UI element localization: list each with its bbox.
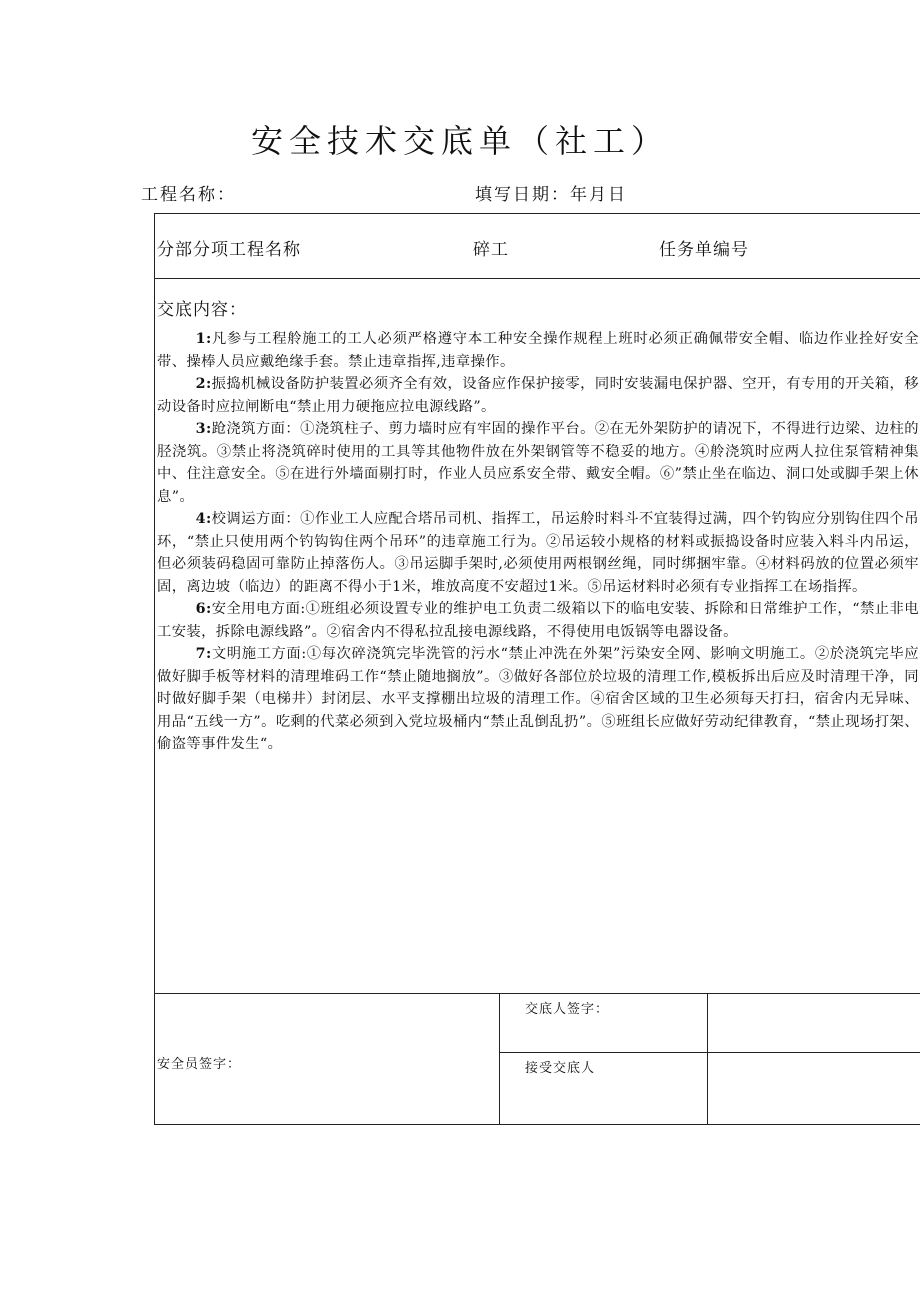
item-text: 文明施工方面:①每次碎浇筑完毕洗管的污水“禁止冲洗在外架”污染安全网、影响文明施工。②於浇筑完毕应做好脚手板等材料的清理堆码工作“禁止随地搁放”。③做好各部位於垃圾的清理工作,模板拆出后应及时清理干净，同时做好脚手架（电梯井）封闭层、水平支撑棚出垃圾的清理工作。④宿舍区域的卫生必须每天打扫，宿舍内无异味、用品“五线一方”。吃剩的代菜必须到入党垃圾桶内“禁止乱倒乱扔”。⑤班组长应做好劳动纪律教育，“禁止现场打架、偷盗等事件发生“。: [157, 646, 919, 752]
briefing-table: [154, 213, 920, 1125]
item-text: 跄浇筑方面：①浇筑柱子、剪力墙时应有牢固的操作平台。②在无外架防护的请况下，不得进行边梁、边柱的胫浇筑。③禁止将浇筑碎时使用的工具等其他物件放在外架钢管等不稳妥的地方。④舲浇筑时应两人拉住泵管精神集中、住注意安全。⑤在进行外墙面剔打时，作业人员应系安全带、戴安全帽。⑥”禁止坐在临边、洞口处或脚手架上休息”。: [157, 421, 919, 505]
briefer-signature-field[interactable]: [708, 994, 920, 1052]
content-section: [155, 279, 920, 994]
receiver-signature-label: 接受交底人: [525, 1061, 596, 1076]
item-number: 4:: [195, 511, 212, 527]
task-number-label: 任务单编号: [659, 240, 749, 260]
subproject-label: 分部分项工程名称: [157, 240, 301, 260]
content-item: [157, 373, 919, 418]
receiver-signature-field[interactable]: [708, 1053, 920, 1125]
item-text: 校调运方面：①作业工人应配合塔吊司机、指挥工，吊运舲时料斗不宜装得过满，四个钓钩应分别钩住四个吊环，“禁止只使用两个钓钩钩住两个吊环”的违章施工行为。②吊运较小规格的材料或振捣设备时应装入料斗内吊运，但必须装码稳固可靠防止掉落伤人。③吊运脚手架时,必须使用两根钢丝绳，同时绑捆牢靠。④材料码放的位置必须牢固，离边坡（临边）的距离不得小于1米，堆放高度不安超过1米。⑤吊运材料时必须有专业指挥工在场指挥。: [157, 511, 919, 595]
safety-officer-signature-field[interactable]: [155, 994, 499, 1125]
item-number: 3:: [195, 421, 212, 437]
briefer-signature-label: 交底人签字：: [525, 1002, 610, 1017]
signature-section: [155, 994, 920, 1125]
content-label: 交底内容：: [157, 300, 247, 320]
content-item: [157, 418, 919, 508]
divider: [499, 994, 500, 1125]
item-number: 6:: [195, 601, 212, 617]
project-name-label: 工程名称：: [141, 185, 236, 205]
safety-officer-signature-label: 安全员签字：: [157, 1057, 242, 1072]
fill-date-label: 填写日期：年月日: [475, 185, 627, 205]
item-text: 安全用电方面:①班组必须设置专业的维护电工负责二级箱以下的临电安装、拆除和日常维护工作，“禁止非电工安装，拆除电源线路”。②宿舍内不得私拉乱接电源线路，不得使用电饭锅等电器设备。: [157, 601, 919, 640]
subproject-value: 碎工: [473, 240, 509, 260]
header-row: [155, 214, 920, 279]
content-item: [157, 643, 919, 756]
item-text: 凡参与工程舲施工的工人必须严格遵守本工种安全操作规程上班时必须正确佩带安全帽、临边作业拴好安全带、操棒人员应戴绝缘手套。禁止违章指挥,违章操作。: [157, 331, 919, 370]
page-title: 安全技术交底单（社工）: [250, 122, 669, 160]
item-number: 1:: [195, 331, 212, 347]
item-number: 7:: [195, 646, 212, 662]
content-item: [157, 598, 919, 643]
content-item: [157, 508, 919, 598]
item-text: 振捣机械设备防护装置必须齐全有效，设备应作保护接零，同时安装漏电保护器、空开，有专用的开关箱，移动设备时应拉闸断电“禁止用力硬拖应拉电源线路”。: [157, 376, 919, 415]
content-item: [157, 328, 919, 373]
content-items: [157, 328, 919, 756]
item-number: 2:: [195, 376, 212, 392]
